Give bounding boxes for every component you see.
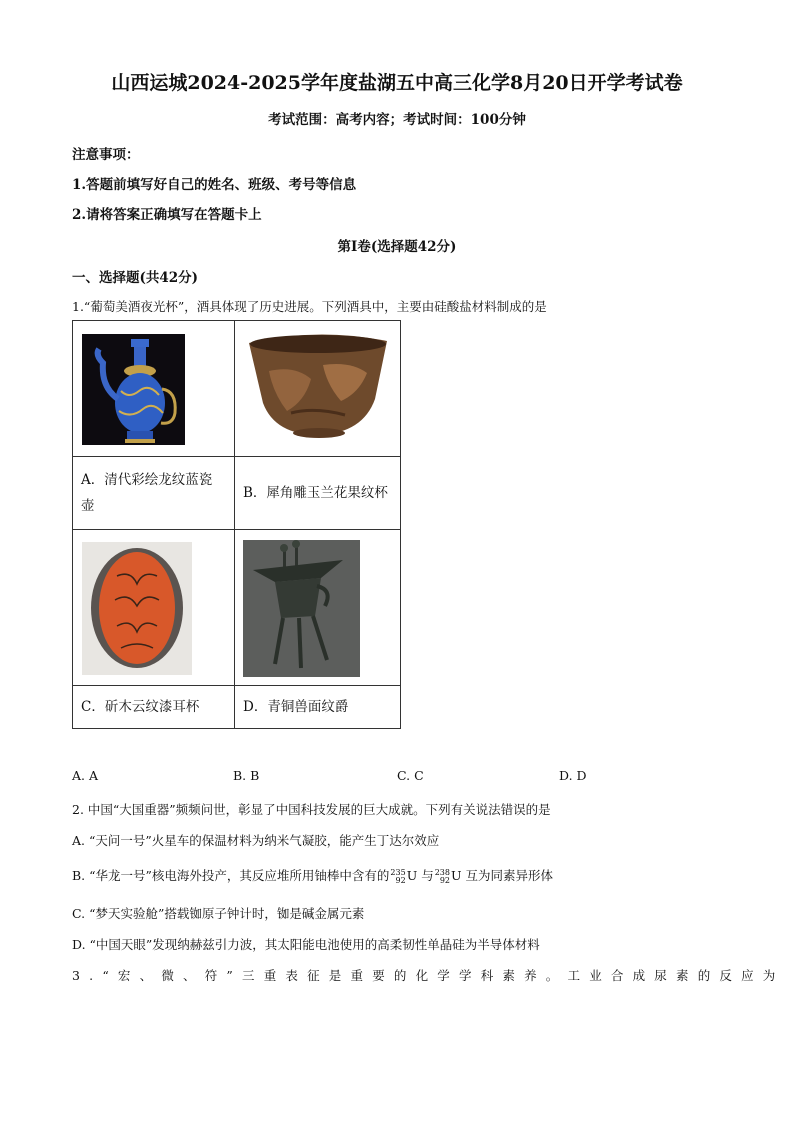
question-1-options-table [72,320,401,729]
lacquer-ear-cup-image [73,530,234,685]
option-b-cell [235,457,401,530]
question-2-option-b [72,866,553,885]
blue-porcelain-ewer-image [73,321,234,456]
note-item-2: 2.请将答案正确填写在答题卡上 [72,207,262,223]
rhino-horn-cup-image [235,321,400,456]
answer-choice-b: B. B [233,768,260,783]
option-b-text-mid: U 与 [406,868,434,883]
option-c-label: C．斫木云纹漆耳杯 [81,699,200,715]
question-3-stem: 3.“宏、微、符”三重表征是重要的化学学科素养。工业合成尿素的反应为 [72,968,785,983]
option-a-label-cont: 壶 [81,498,95,514]
bronze-jue-image [235,530,400,685]
option-a-image-cell [73,321,235,457]
question-2-option-d: D. “中国天眼”发现纳赫兹引力波，其太阳能电池使用的高柔韧性单晶硅为半导体材料 [72,937,540,952]
option-b-label: B．犀角雕玉兰花果纹杯 [243,485,388,501]
option-c-image-cell [73,530,235,686]
option-d-image-cell [235,530,401,686]
option-a-cell [73,457,235,530]
option-c-cell [73,686,235,729]
question-2-option-a: A. “天问一号”火星车的保温材料为纳米气凝胶，能产生丁达尔效应 [72,833,440,848]
option-b-text-pre: B. “华龙一号”核电海外投产，其反应堆所用铀棒中含有的 [72,868,390,883]
question-1-stem: 1.“葡萄美酒夜光杯”，酒具体现了历史进展。下列酒具中，主要由硅酸盐材料制成的是 [72,299,547,314]
note-item-1: 1.答题前填写好自己的姓名、班级、考号等信息 [72,177,357,193]
exam-subtitle: 考试范围：高考内容；考试时间：100分钟 [268,112,526,128]
option-b-image-cell [235,321,401,457]
answer-choice-c: C. C [397,768,424,783]
question-2-option-c: C. “梦天实验舱”搭载铷原子钟计时，铷是碱金属元素 [72,906,365,921]
exam-title: 山西运城2024-2025学年度盐湖五中高三化学8月20日开学考试卷 [111,72,683,94]
notes-heading: 注意事项： [72,147,140,163]
option-b-text-post: U 互为同素异形体 [451,868,554,883]
section-heading: 一、选择题(共42分) [72,270,199,286]
part-title: 第I卷(选择题42分) [337,239,457,255]
option-d-label: D．青铜兽面纹爵 [243,699,349,715]
uranium-235-notation: 235 92 [390,867,406,885]
question-2-stem: 2. 中国“大国重器”频频问世，彰显了中国科技发展的巨大成就。下列有关说法错误的是 [72,802,551,817]
option-a-label: A．清代彩绘龙纹蓝瓷 [81,472,213,488]
answer-choice-a: A. A [72,768,99,783]
option-d-cell [235,686,401,729]
answer-choice-d: D. D [559,768,587,783]
uranium-238-notation: 238 92 [434,867,450,885]
